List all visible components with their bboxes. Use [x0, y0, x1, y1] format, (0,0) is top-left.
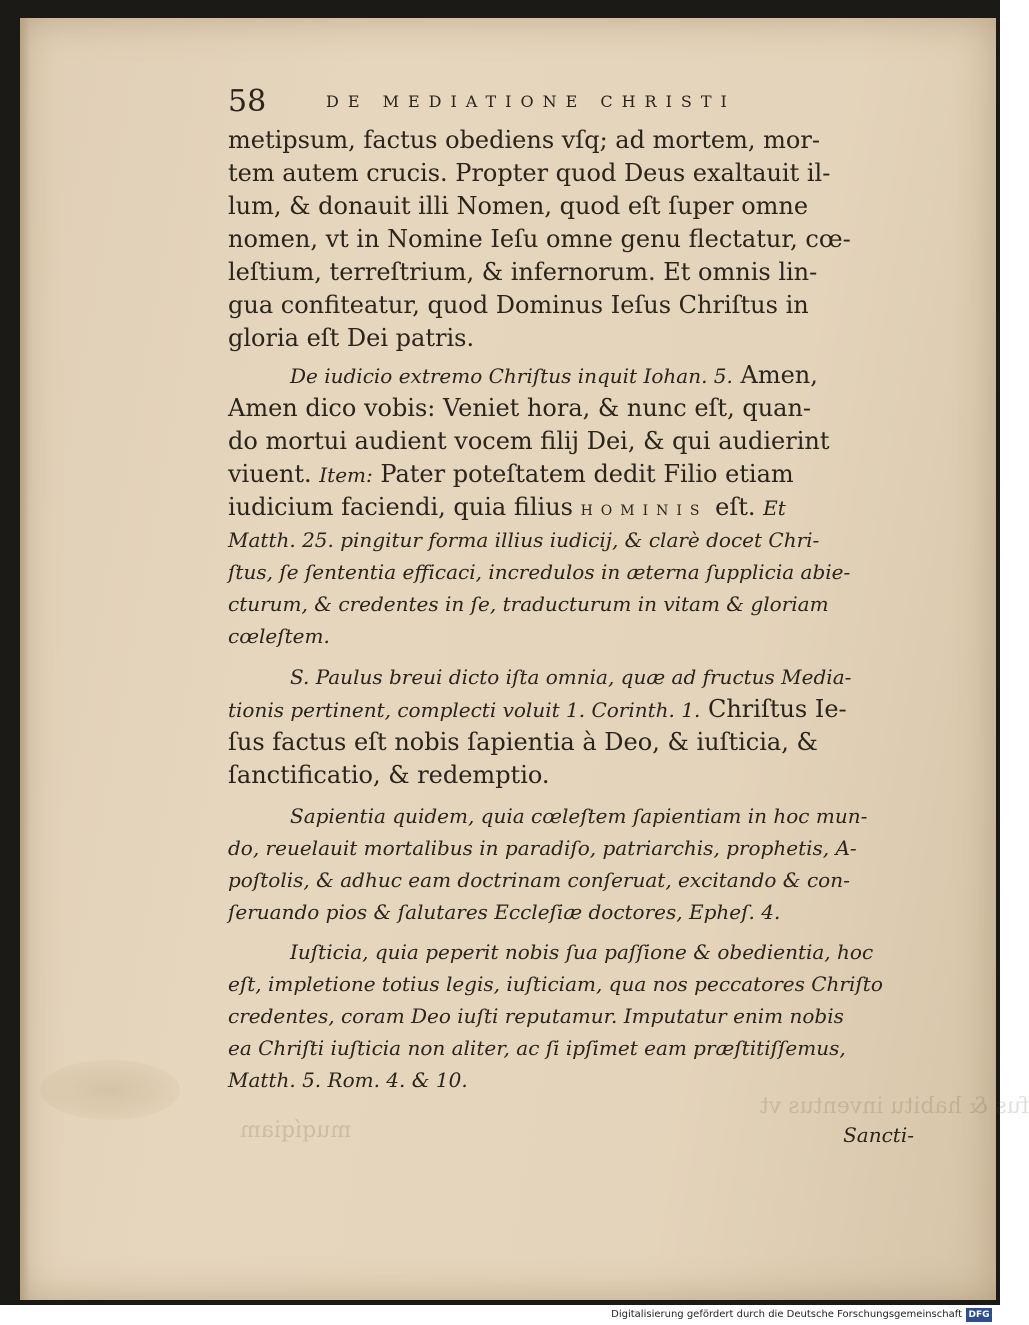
footer-bar	[0, 1305, 1000, 1325]
text-line	[228, 726, 908, 759]
text-line	[228, 392, 908, 425]
text-line: leſtium, terreſtrium, & infernorum. Et omnis lin-	[228, 258, 818, 286]
text-line: Matth. 25. pingitur forma illius iudicij, & clarè docet Chri-	[228, 528, 820, 552]
text-line: credentes, coram Deo iuſti reputamur. Imputatur enim nobis	[228, 1004, 844, 1028]
text-line	[228, 425, 908, 458]
text-line: cturum, & credentes in ſe, traducturum in vitam & gloriam	[228, 592, 829, 616]
text-line: ſtus, ſe ſententia efficaci, incredulos in æterna ſupplicia abie-	[228, 560, 851, 584]
text-line	[228, 458, 908, 491]
paper-stain	[40, 1060, 180, 1120]
italic-run: tionis pertinent, complecti voluit 1. Corinth. 1.	[228, 698, 701, 722]
roman-run: Amen,	[732, 361, 818, 389]
roman-run: Pater poteſtatem dedit Filio etiam	[372, 460, 794, 488]
text-line: ea Chriſti iuſticia non aliter, ac ſi ipſimet eam præſtitiſſemus,	[228, 1036, 846, 1060]
text-line: eſt, impletione totius legis, iuſticiam, qua nos peccatores Chriſto	[228, 972, 883, 996]
text-line	[228, 359, 908, 392]
text-line: metipsum, factus obediens vſq; ad mortem, mor-	[228, 126, 820, 154]
roman-run: Chriſtus Ie-	[700, 695, 847, 723]
italic-run: Et	[763, 496, 786, 520]
italic-run: S. Paulus breui dicto iſta omnia, quæ ad fructus Media-	[290, 665, 852, 689]
bleed-through-text: muqíqiam	[240, 1118, 352, 1143]
roman-run: viuent.	[228, 460, 320, 488]
text-line	[228, 759, 908, 792]
text-line: ſeruando pios & ſalutares Eccleſiæ doctores, Epheſ. 4.	[228, 900, 781, 924]
roman-run: ſus factus eſt nobis ſapientia à Deo, & iuſticia, &	[228, 728, 818, 756]
page-number: 58	[228, 84, 267, 119]
text-line: lum, & donauit illi Nomen, quod eſt ſuper omne	[228, 192, 809, 220]
paragraph	[228, 660, 908, 792]
paragraph	[228, 124, 908, 355]
text-line: Sapientia quidem, quia cœleſtem ſapientiam in hoc mun-	[290, 804, 868, 828]
text-line: cœleſtem.	[228, 624, 330, 648]
text-line	[228, 491, 908, 524]
paragraph	[228, 524, 908, 652]
paragraph	[228, 800, 908, 928]
paragraph	[228, 936, 908, 1096]
page-header	[228, 82, 908, 124]
roman-run: Amen dico vobis: Veniet hora, & nunc eſt, quan-	[228, 394, 812, 422]
text-line: gloria eſt Dei patris.	[228, 324, 475, 352]
funding-credit: Digitalisierung gefördert durch die Deutsche Forschungsgemeinschaft	[611, 1309, 962, 1320]
roman-run: iudicium faciendi, quia filius	[228, 493, 581, 521]
small-caps-run: HOMINIS	[580, 503, 708, 519]
text-line: do, reuelauit mortalibus in paradiſo, patriarchis, prophetis, A-	[228, 836, 857, 860]
dfg-logo: DFG	[966, 1308, 992, 1322]
italic-run: De iudicio extremo Chriſtus inquit Iohan. 5.	[290, 364, 733, 388]
catchword: Sancti-	[843, 1123, 914, 1147]
text-line	[228, 660, 908, 693]
text-line: gua confiteatur, quod Dominus Ieſus Chriſtus in	[228, 291, 809, 319]
text-line: nomen, vt in Nomine Ieſu omne genu flectatur, cœ-	[228, 225, 851, 253]
text-line: poſtolis, & adhuc eam doctrinam conſeruat, excitando & con-	[228, 868, 850, 892]
paragraph	[228, 359, 908, 524]
text-line: Matth. 5. Rom. 4. & 10.	[228, 1068, 468, 1092]
italic-run: Item:	[319, 463, 373, 487]
text-line	[228, 693, 908, 726]
roman-run: eſt.	[707, 493, 764, 521]
running-title: DE MEDIATIONE CHRISTI	[326, 92, 736, 111]
bleed-through-text: fus & habitu inventus vt	[760, 1094, 1029, 1119]
roman-run: do mortui audient vocem filij Dei, & qui audierint	[228, 427, 830, 455]
text-line: Iuſticia, quia peperit nobis ſua paſſione & obedientia, hoc	[290, 940, 874, 964]
page-gutter-shadow	[20, 18, 30, 1300]
text-line: tem autem crucis. Propter quod Deus exaltauit il-	[228, 159, 831, 187]
roman-run: ſanctificatio, & redemptio.	[228, 761, 550, 789]
